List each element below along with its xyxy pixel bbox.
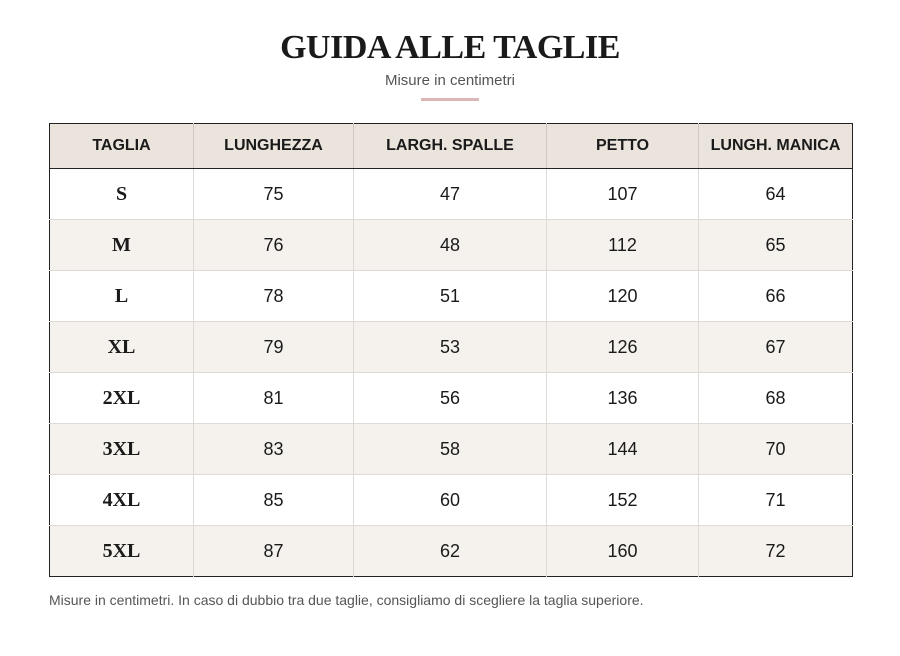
- sleeve-cell: 66: [699, 271, 853, 322]
- column-header-petto: PETTO: [547, 124, 699, 169]
- chest-cell: 152: [547, 475, 699, 526]
- table-header-row: [50, 124, 853, 169]
- column-header-largh-spalle: LARGH. SPALLE: [354, 124, 547, 169]
- shoulder-cell: 60: [354, 475, 547, 526]
- title-divider: [421, 98, 479, 101]
- length-cell: 79: [194, 322, 354, 373]
- table-row: [50, 526, 853, 577]
- chest-cell: 126: [547, 322, 699, 373]
- size-cell: 3XL: [50, 424, 194, 475]
- column-header-lunghezza: LUNGHEZZA: [194, 124, 354, 169]
- length-cell: 75: [194, 169, 354, 220]
- length-cell: 87: [194, 526, 354, 577]
- length-cell: 78: [194, 271, 354, 322]
- length-cell: 81: [194, 373, 354, 424]
- sleeve-cell: 64: [699, 169, 853, 220]
- shoulder-cell: 47: [354, 169, 547, 220]
- chest-cell: 144: [547, 424, 699, 475]
- size-cell: XL: [50, 322, 194, 373]
- length-cell: 83: [194, 424, 354, 475]
- sleeve-cell: 70: [699, 424, 853, 475]
- table-row: [50, 424, 853, 475]
- shoulder-cell: 48: [354, 220, 547, 271]
- size-cell: M: [50, 220, 194, 271]
- table-row: [50, 271, 853, 322]
- page-subtitle: Misure in centimetri: [384, 72, 516, 89]
- page-title: GUIDA ALLE TAGLIE: [280, 29, 620, 66]
- table-row: [50, 373, 853, 424]
- shoulder-cell: 53: [354, 322, 547, 373]
- sleeve-cell: 72: [699, 526, 853, 577]
- length-cell: 76: [194, 220, 354, 271]
- chest-cell: 107: [547, 169, 699, 220]
- size-table: [49, 123, 853, 577]
- chest-cell: 120: [547, 271, 699, 322]
- table-row: [50, 322, 853, 373]
- chest-cell: 136: [547, 373, 699, 424]
- column-header-taglia: TAGLIA: [50, 124, 194, 169]
- size-cell: 5XL: [50, 526, 194, 577]
- column-header-lungh-manica: LUNGH. MANICA: [699, 124, 853, 169]
- sleeve-cell: 71: [699, 475, 853, 526]
- shoulder-cell: 58: [354, 424, 547, 475]
- sleeve-cell: 65: [699, 220, 853, 271]
- table-row: [50, 475, 853, 526]
- size-cell: 4XL: [50, 475, 194, 526]
- sleeve-cell: 68: [699, 373, 853, 424]
- size-cell: L: [50, 271, 194, 322]
- shoulder-cell: 56: [354, 373, 547, 424]
- sleeve-cell: 67: [699, 322, 853, 373]
- table-row: [50, 169, 853, 220]
- size-cell: 2XL: [50, 373, 194, 424]
- footnote: Misure in centimetri. In caso di dubbio tra due taglie, consigliamo di scegliere la taglia superiore.: [49, 592, 644, 608]
- chest-cell: 112: [547, 220, 699, 271]
- table-row: [50, 220, 853, 271]
- length-cell: 85: [194, 475, 354, 526]
- shoulder-cell: 51: [354, 271, 547, 322]
- size-cell: S: [50, 169, 194, 220]
- chest-cell: 160: [547, 526, 699, 577]
- shoulder-cell: 62: [354, 526, 547, 577]
